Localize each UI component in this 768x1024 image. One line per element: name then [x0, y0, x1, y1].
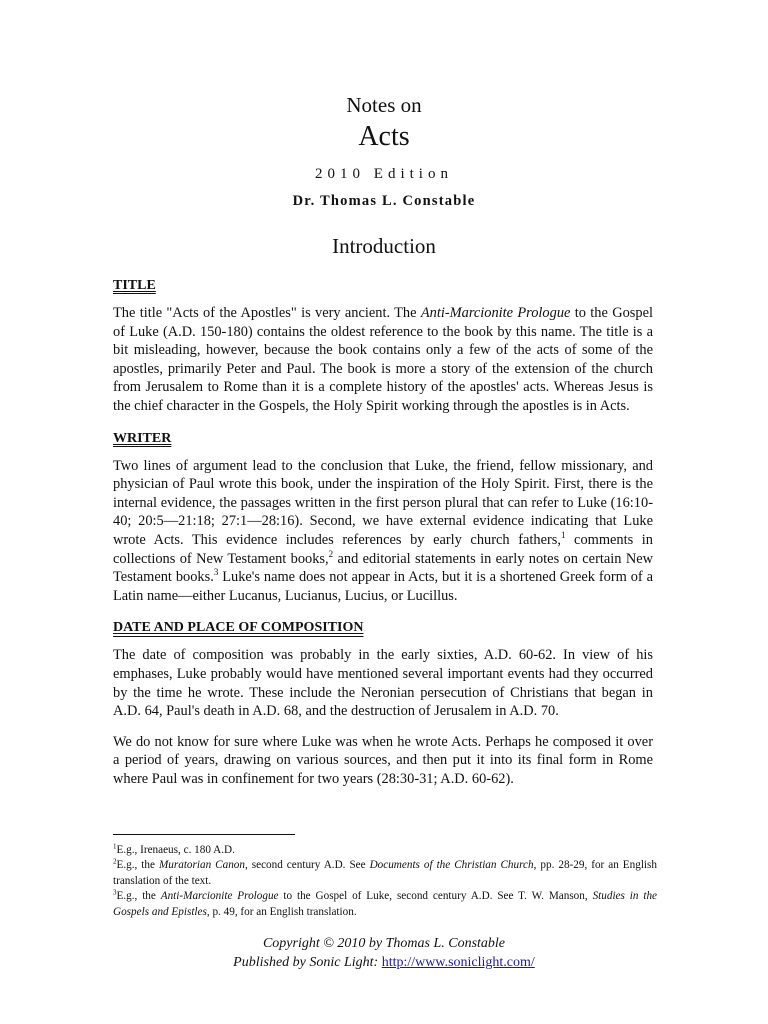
publisher-line: Published by Sonic Light: http://www.soniclight.com/ — [233, 955, 535, 970]
copyright-line: Copyright © 2010 by Thomas L. Constable — [262, 936, 506, 951]
author-name: Dr. Thomas L. Constable — [292, 193, 476, 209]
introduction-heading: Introduction — [332, 234, 436, 258]
footnote-ref-2[interactable]: 2 — [328, 548, 334, 559]
copyright-block — [0, 934, 768, 972]
footnote-divider — [113, 834, 295, 835]
main-content — [113, 277, 653, 800]
edition-label: 2010 Edition — [315, 166, 453, 182]
footnote-ref-3[interactable]: 3 — [213, 567, 219, 578]
writer-section-paragraph: Two lines of argument lead to the conclusion that Luke, the friend, fellow missionary, and physician of Paul wrote this book, under the inspiration of the Holy Spirit. First, there is the internal evidence, the passages written in the first person plural that can refer to Luke (16:10-40; 20:5—21:18; 27:1—28:16). Second, we have external evidence indicating that Luke wrote Acts. This evidence includes references by early church fathers,$^1$ comments in collections of New Testament books,$^2$ and editorial statements in early notes on certain New Testament books.$^3$ Luke's name does not appear in Acts, but it is a shortened Greek form of a Latin name—either Lucanus, Lucianus, Lucius, or Lucillus. — [113, 457, 654, 604]
title-block — [0, 92, 768, 210]
title-section-paragraph: The title "Acts of the Apostles" is very ancient. The Anti-Marcionite Prologue to the Gospel of Luke (A.D. 150-180) contains the oldest reference to the book by this name. The title is a bit misleading, however, because the book contains only a few of the acts of some of the apostles, primarily Peter and Paul. The book is more a story of the extension of the church from Jerusalem to Rome than it is a complete history of the apostles' acts. Whereas Jesus is the chief character in the Gospels, the Holy Spirit working through the apostles is in Acts. — [113, 305, 653, 414]
website-link[interactable]: http://www.soniclight.com/ — [381, 955, 535, 970]
footnotes — [113, 843, 657, 920]
title-section-heading: TITLE — [113, 278, 156, 293]
footnote-1: $^1$E.g., Irenaeus, c. 180 A.D. — [113, 842, 235, 856]
date-section-heading: DATE AND PLACE OF COMPOSITION — [113, 620, 364, 636]
date-section-paragraph-1: The date of composition was probably in the early sixties, A.D. 60-62. In view of his emphases, Luke probably would have mentioned several important events had they occurred by the time he wrote. These include the Neronian persecution of Christians that began in A.D. 64, Paul's death in A.D. 68, and the destruction of Jerusalem in A.D. 70. — [113, 647, 653, 720]
notes-on-label: Notes on — [346, 93, 422, 117]
book-title: Acts — [358, 121, 410, 152]
date-section-paragraph-2: We do not know for sure where Luke was when he wrote Acts. Perhaps he composed it over a period of years, drawing on various sources, and then put it into its final form in Rome where Paul was in confinement for two years (28:30-31; A.D. 60-62). — [113, 733, 653, 787]
footnote-2: $^2$E.g., the Muratorian Canon, second century A.D. See Documents of the Christian Church, pp. 28-29, for an English translation of the text. — [113, 857, 657, 887]
footnote-3: $^3$E.g., the Anti-Marcionite Prologue to the Gospel of Luke, second century A.D. See T. W. Manson, Studies in the Gospels and Epistles, p. 49, for an English translation. — [113, 888, 658, 918]
writer-section-heading: WRITER — [113, 430, 172, 446]
footnote-ref-1[interactable]: 1 — [560, 530, 566, 541]
